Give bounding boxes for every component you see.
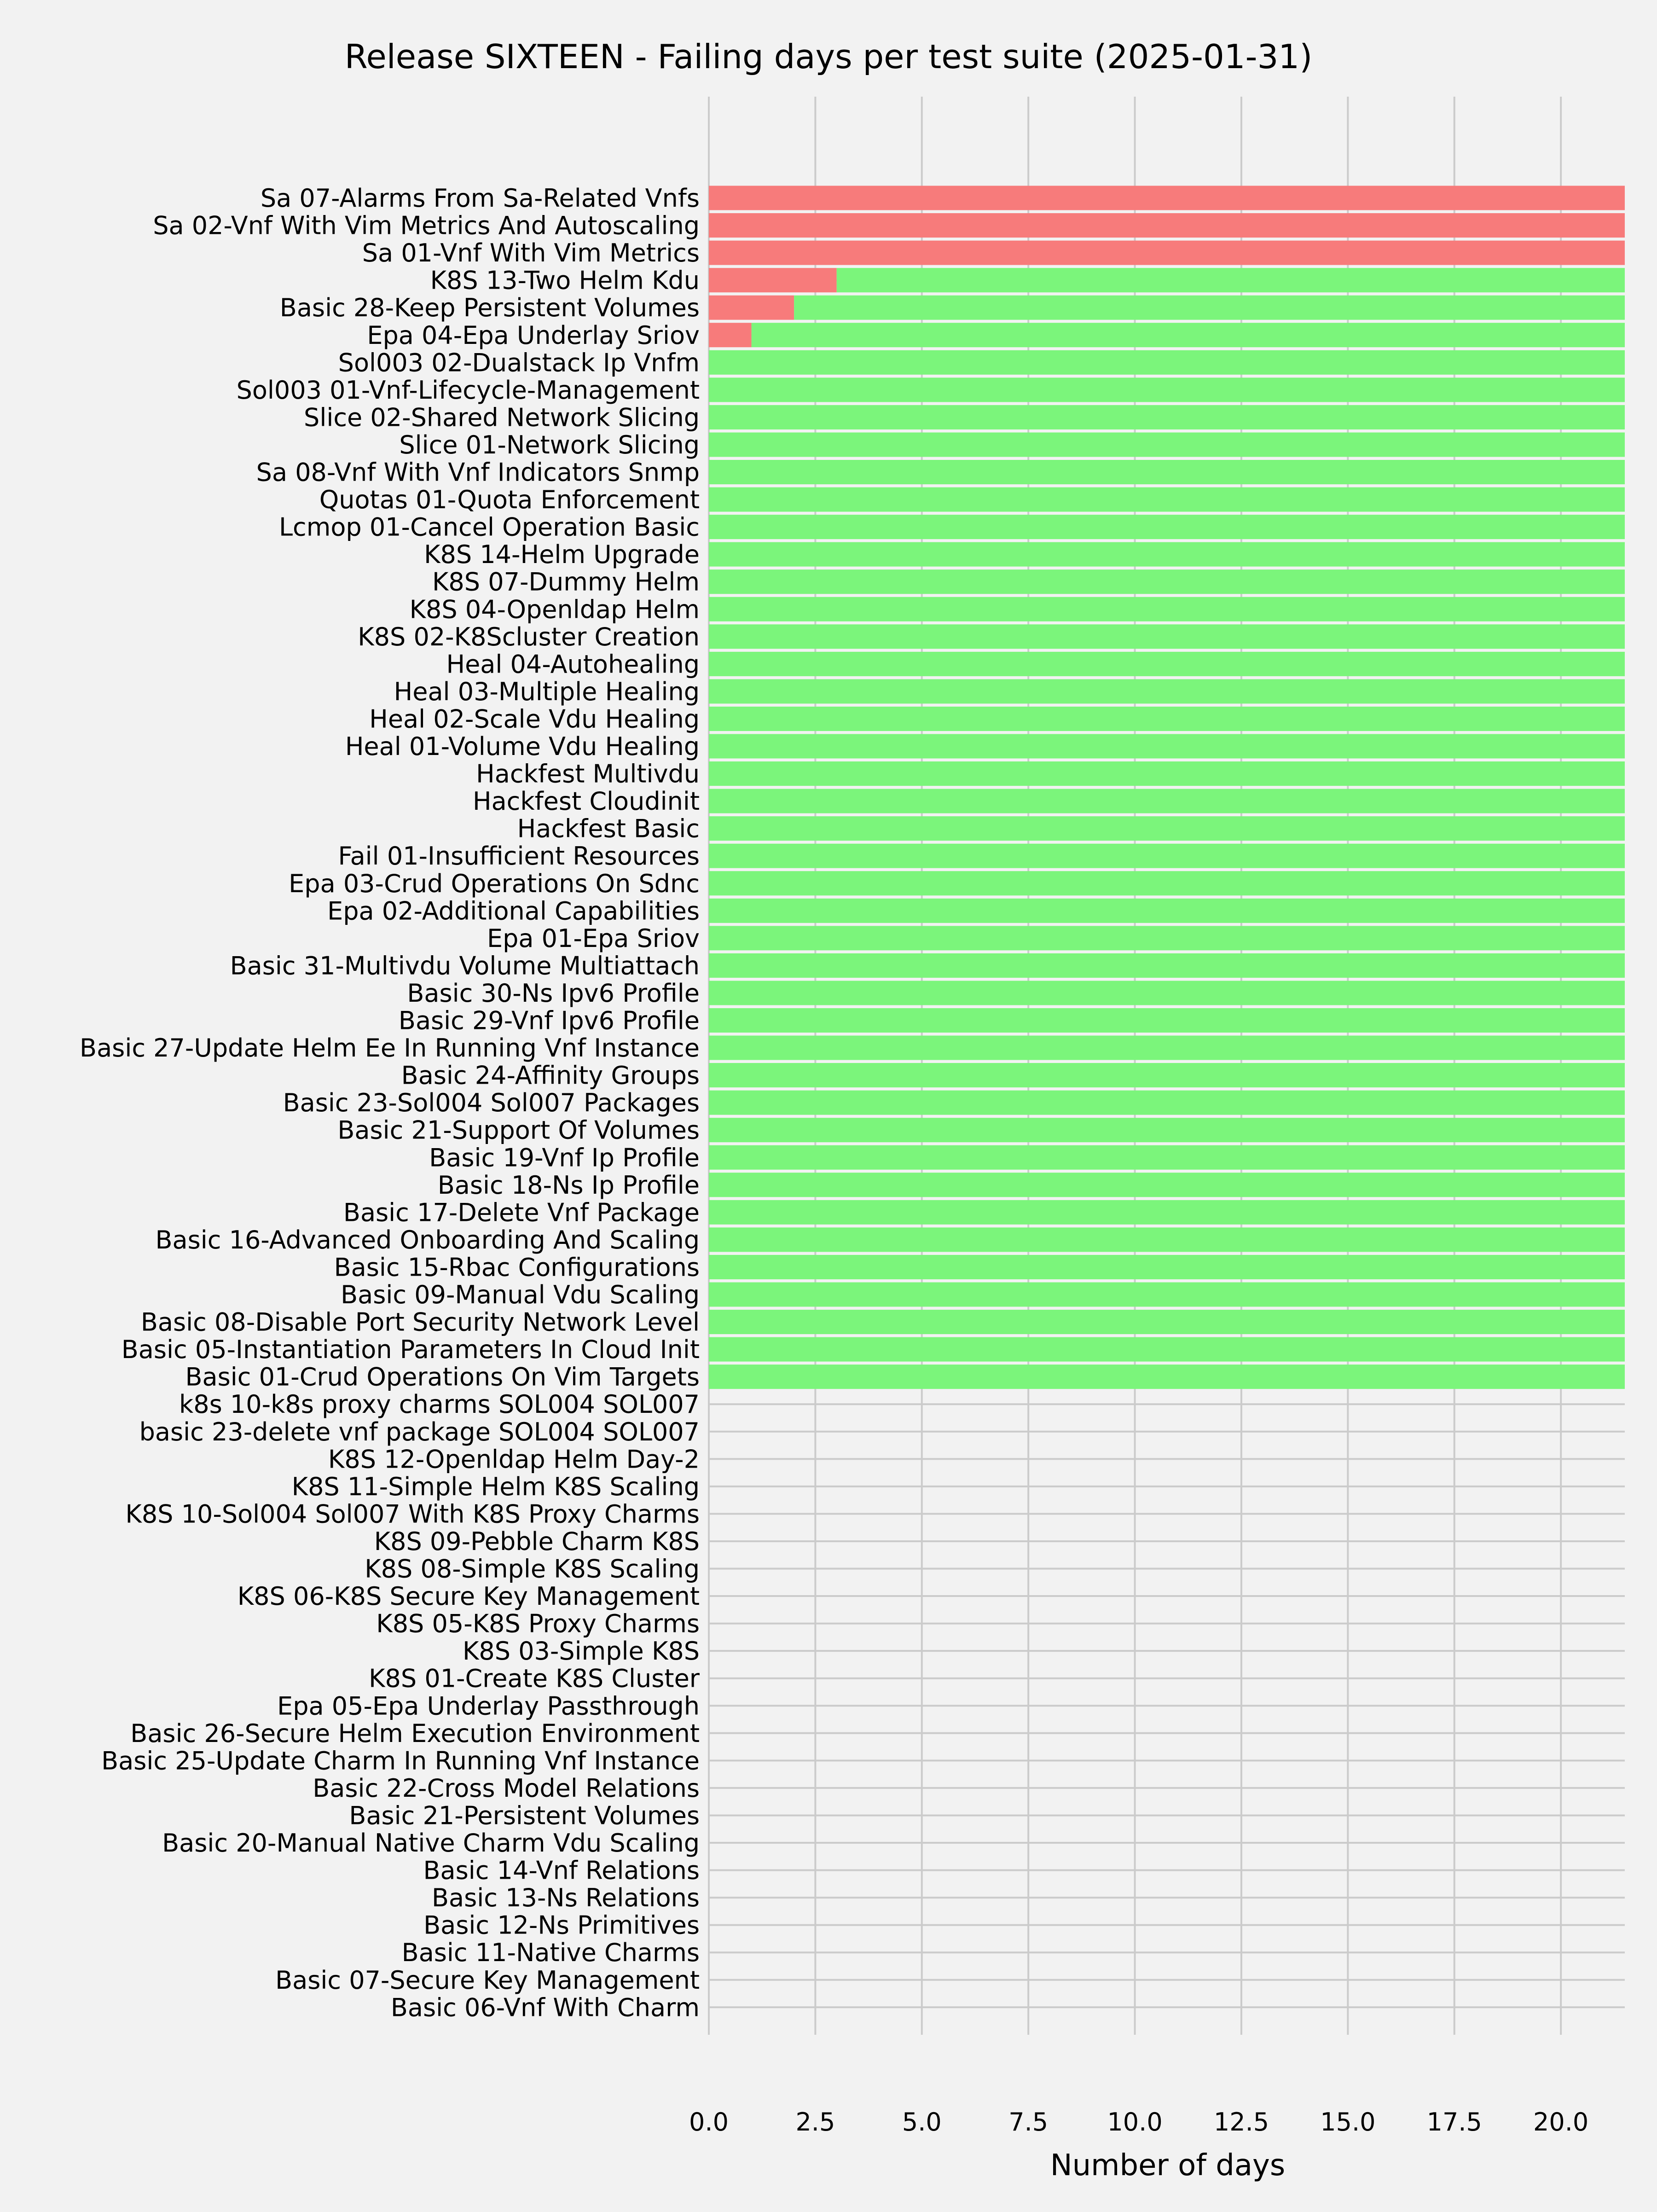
y-tick-label: Basic 11-Native Charms <box>401 1938 700 1968</box>
y-tick-label: Sa 01-Vnf With Vim Metrics <box>362 238 700 268</box>
bar-passing <box>709 652 1625 676</box>
x-tick-label: 20.0 <box>1533 2107 1589 2137</box>
y-tick-label: Basic 26-Secure Helm Execution Environment <box>130 1719 700 1748</box>
y-tick-label: Basic 28-Keep Persistent Volumes <box>279 293 700 323</box>
bar-passing <box>837 268 1625 292</box>
bar-passing <box>709 1337 1625 1362</box>
bar-passing <box>794 296 1625 320</box>
y-tick-label: Epa 03-Crud Operations On Sdnc <box>289 869 700 898</box>
y-tick-label: K8S 14-Helm Upgrade <box>424 540 700 569</box>
y-tick-label: Lcmop 01-Cancel Operation Basic <box>278 512 700 542</box>
bar-passing <box>709 816 1625 841</box>
bar-passing <box>709 1227 1625 1252</box>
y-tick-label: Basic 07-Secure Key Management <box>275 1965 700 1995</box>
y-tick-label: Basic 23-Sol004 Sol007 Packages <box>283 1088 700 1118</box>
bar-passing <box>709 460 1625 484</box>
bar-passing <box>709 1283 1625 1307</box>
bar-passing <box>709 432 1625 457</box>
bar-failing <box>709 323 752 347</box>
x-tick-label: 15.0 <box>1320 2107 1376 2137</box>
bar-failing <box>709 241 1625 265</box>
y-tick-label: Slice 02-Shared Network Slicing <box>304 403 700 432</box>
y-tick-label: Heal 04-Autohealing <box>446 650 700 679</box>
bar-passing <box>709 926 1625 950</box>
bar-passing <box>709 1310 1625 1334</box>
bar-passing <box>709 624 1625 649</box>
y-tick-label: Basic 06-Vnf With Charm <box>390 1993 700 2022</box>
bar-passing <box>709 679 1625 703</box>
bar-passing <box>709 899 1625 923</box>
y-tick-label: Epa 01-Epa Sriov <box>487 923 700 953</box>
bar-passing <box>709 488 1625 512</box>
y-tick-label: Sol003 02-Dualstack Ip Vnfm <box>338 348 700 377</box>
y-tick-label: Hackfest Cloudinit <box>472 787 700 816</box>
y-tick-label: Basic 17-Delete Vnf Package <box>343 1198 700 1227</box>
y-tick-label: Sa 02-Vnf With Vim Metrics And Autoscaling <box>153 211 700 240</box>
bar-passing <box>709 1118 1625 1142</box>
bar-passing <box>709 1008 1625 1033</box>
chart-title: Release SIXTEEN - Failing days per test suite (2025-01-31) <box>344 37 1313 76</box>
y-tick-label: Basic 25-Update Charm In Running Vnf Instance <box>101 1746 700 1776</box>
y-tick-label: Basic 16-Advanced Onboarding And Scaling <box>155 1225 700 1254</box>
y-tick-label: K8S 03-Simple K8S <box>462 1637 700 1666</box>
bar-passing <box>709 1145 1625 1170</box>
y-tick-label: Quotas 01-Quota Enforcement <box>319 485 700 515</box>
bar-passing <box>709 953 1625 978</box>
y-tick-label: Epa 05-Epa Underlay Passthrough <box>277 1691 700 1721</box>
x-tick-label: 12.5 <box>1213 2107 1269 2137</box>
y-tick-label: basic 23-delete vnf package SOL004 SOL007 <box>139 1417 700 1446</box>
y-tick-label: K8S 12-Openldap Helm Day-2 <box>328 1445 700 1474</box>
y-tick-label: Basic 05-Instantiation Parameters In Cloud Init <box>121 1335 700 1364</box>
bar-passing <box>752 323 1625 347</box>
y-tick-label: Sa 08-Vnf With Vnf Indicators Snmp <box>256 458 700 487</box>
x-tick-label: 0.0 <box>689 2107 729 2137</box>
x-tick-label: 10.0 <box>1107 2107 1163 2137</box>
bar-passing <box>709 1200 1625 1225</box>
x-axis-label: Number of days <box>1050 2148 1286 2183</box>
y-tick-label: Basic 24-Affinity Groups <box>401 1061 700 1090</box>
y-tick-label: Basic 21-Support Of Volumes <box>337 1115 700 1145</box>
y-tick-label: K8S 06-K8S Secure Key Management <box>237 1582 700 1611</box>
x-tick-label: 2.5 <box>795 2107 835 2137</box>
y-tick-label: Hackfest Basic <box>517 814 700 843</box>
bar-passing <box>709 542 1625 567</box>
x-tick-label: 17.5 <box>1426 2107 1482 2137</box>
y-tick-label: K8S 10-Sol004 Sol007 With K8S Proxy Charms <box>125 1499 700 1529</box>
x-axis-tick-labels <box>689 2107 1588 2137</box>
bar-failing <box>709 213 1625 238</box>
bar-failing <box>709 186 1625 210</box>
y-tick-label: Sol003 01-Vnf-Lifecycle-Management <box>236 375 700 405</box>
y-tick-label: K8S 05-K8S Proxy Charms <box>376 1609 700 1638</box>
bar-passing <box>709 1063 1625 1087</box>
y-tick-label: Epa 04-Epa Underlay Sriov <box>367 320 700 350</box>
y-tick-label: Basic 20-Manual Native Charm Vdu Scaling <box>162 1829 700 1858</box>
y-tick-label: K8S 01-Create K8S Cluster <box>369 1664 700 1693</box>
y-tick-label: Hackfest Multivdu <box>476 759 700 789</box>
y-tick-label: K8S 07-Dummy Helm <box>432 567 700 597</box>
y-tick-label: Basic 08-Disable Port Security Network Level <box>140 1307 700 1337</box>
y-tick-label: Basic 12-Ns Primitives <box>423 1910 700 1940</box>
bar-passing <box>709 789 1625 813</box>
y-tick-label: Heal 03-Multiple Healing <box>394 677 700 706</box>
y-tick-label: Basic 01-Crud Operations On Vim Targets <box>185 1362 700 1392</box>
x-tick-label: 7.5 <box>1008 2107 1049 2137</box>
bar-failing <box>709 268 837 292</box>
bar-passing <box>709 377 1625 402</box>
bar-passing <box>709 1173 1625 1197</box>
y-tick-label: K8S 13-Two Helm Kdu <box>430 266 700 295</box>
bar-passing <box>709 871 1625 895</box>
y-tick-label: Fail 01-Insufficient Resources <box>338 842 700 871</box>
bar-passing <box>709 597 1625 621</box>
y-tick-label: Basic 14-Vnf Relations <box>423 1856 700 1885</box>
bar-passing <box>709 515 1625 539</box>
y-tick-label: Basic 18-Ns Ip Profile <box>437 1170 700 1200</box>
y-tick-label: K8S 02-K8Scluster Creation <box>358 622 700 651</box>
y-tick-label: Basic 31-Multivdu Volume Multiattach <box>230 951 700 981</box>
y-tick-label: Heal 01-Volume Vdu Healing <box>345 732 700 761</box>
y-tick-label: Basic 27-Update Helm Ee In Running Vnf Instance <box>80 1033 700 1063</box>
bar-passing <box>709 981 1625 1005</box>
bar-passing <box>709 405 1625 430</box>
bar-passing <box>709 1364 1625 1389</box>
y-tick-label: Basic 21-Persistent Volumes <box>349 1801 700 1830</box>
y-tick-label: Basic 22-Cross Model Relations <box>313 1773 700 1803</box>
y-tick-label: Slice 01-Network Slicing <box>399 430 700 459</box>
bar-passing <box>709 1091 1625 1115</box>
y-tick-label: Sa 07-Alarms From Sa-Related Vnfs <box>260 184 700 213</box>
bar-passing <box>709 1036 1625 1060</box>
y-tick-label: Basic 19-Vnf Ip Profile <box>429 1143 700 1173</box>
y-tick-label: Epa 02-Additional Capabilities <box>327 896 700 926</box>
bar-passing <box>709 761 1625 786</box>
y-tick-label: Heal 02-Scale Vdu Healing <box>369 704 700 734</box>
y-tick-label: Basic 13-Ns Relations <box>431 1883 700 1913</box>
bar-passing <box>709 734 1625 759</box>
y-tick-label: K8S 04-Openldap Helm <box>409 595 700 624</box>
y-tick-label: Basic 15-Rbac Configurations <box>334 1253 700 1282</box>
bar-passing <box>709 707 1625 731</box>
x-tick-label: 5.0 <box>902 2107 942 2137</box>
bar-passing <box>709 844 1625 868</box>
y-tick-label: Basic 29-Vnf Ipv6 Profile <box>398 1006 700 1035</box>
bar-failing <box>709 296 794 320</box>
bar-passing <box>709 350 1625 375</box>
y-tick-label: K8S 08-Simple K8S Scaling <box>365 1554 700 1584</box>
y-tick-label: k8s 10-k8s proxy charms SOL004 SOL007 <box>179 1390 700 1419</box>
bar-passing <box>709 1255 1625 1279</box>
bar-passing <box>709 569 1625 594</box>
y-tick-label: Basic 30-Ns Ipv6 Profile <box>407 978 700 1008</box>
y-tick-label: Basic 09-Manual Vdu Scaling <box>341 1280 700 1309</box>
y-tick-label: K8S 11-Simple Helm K8S Scaling <box>291 1472 700 1501</box>
y-tick-label: K8S 09-Pebble Charm K8S <box>374 1527 700 1556</box>
